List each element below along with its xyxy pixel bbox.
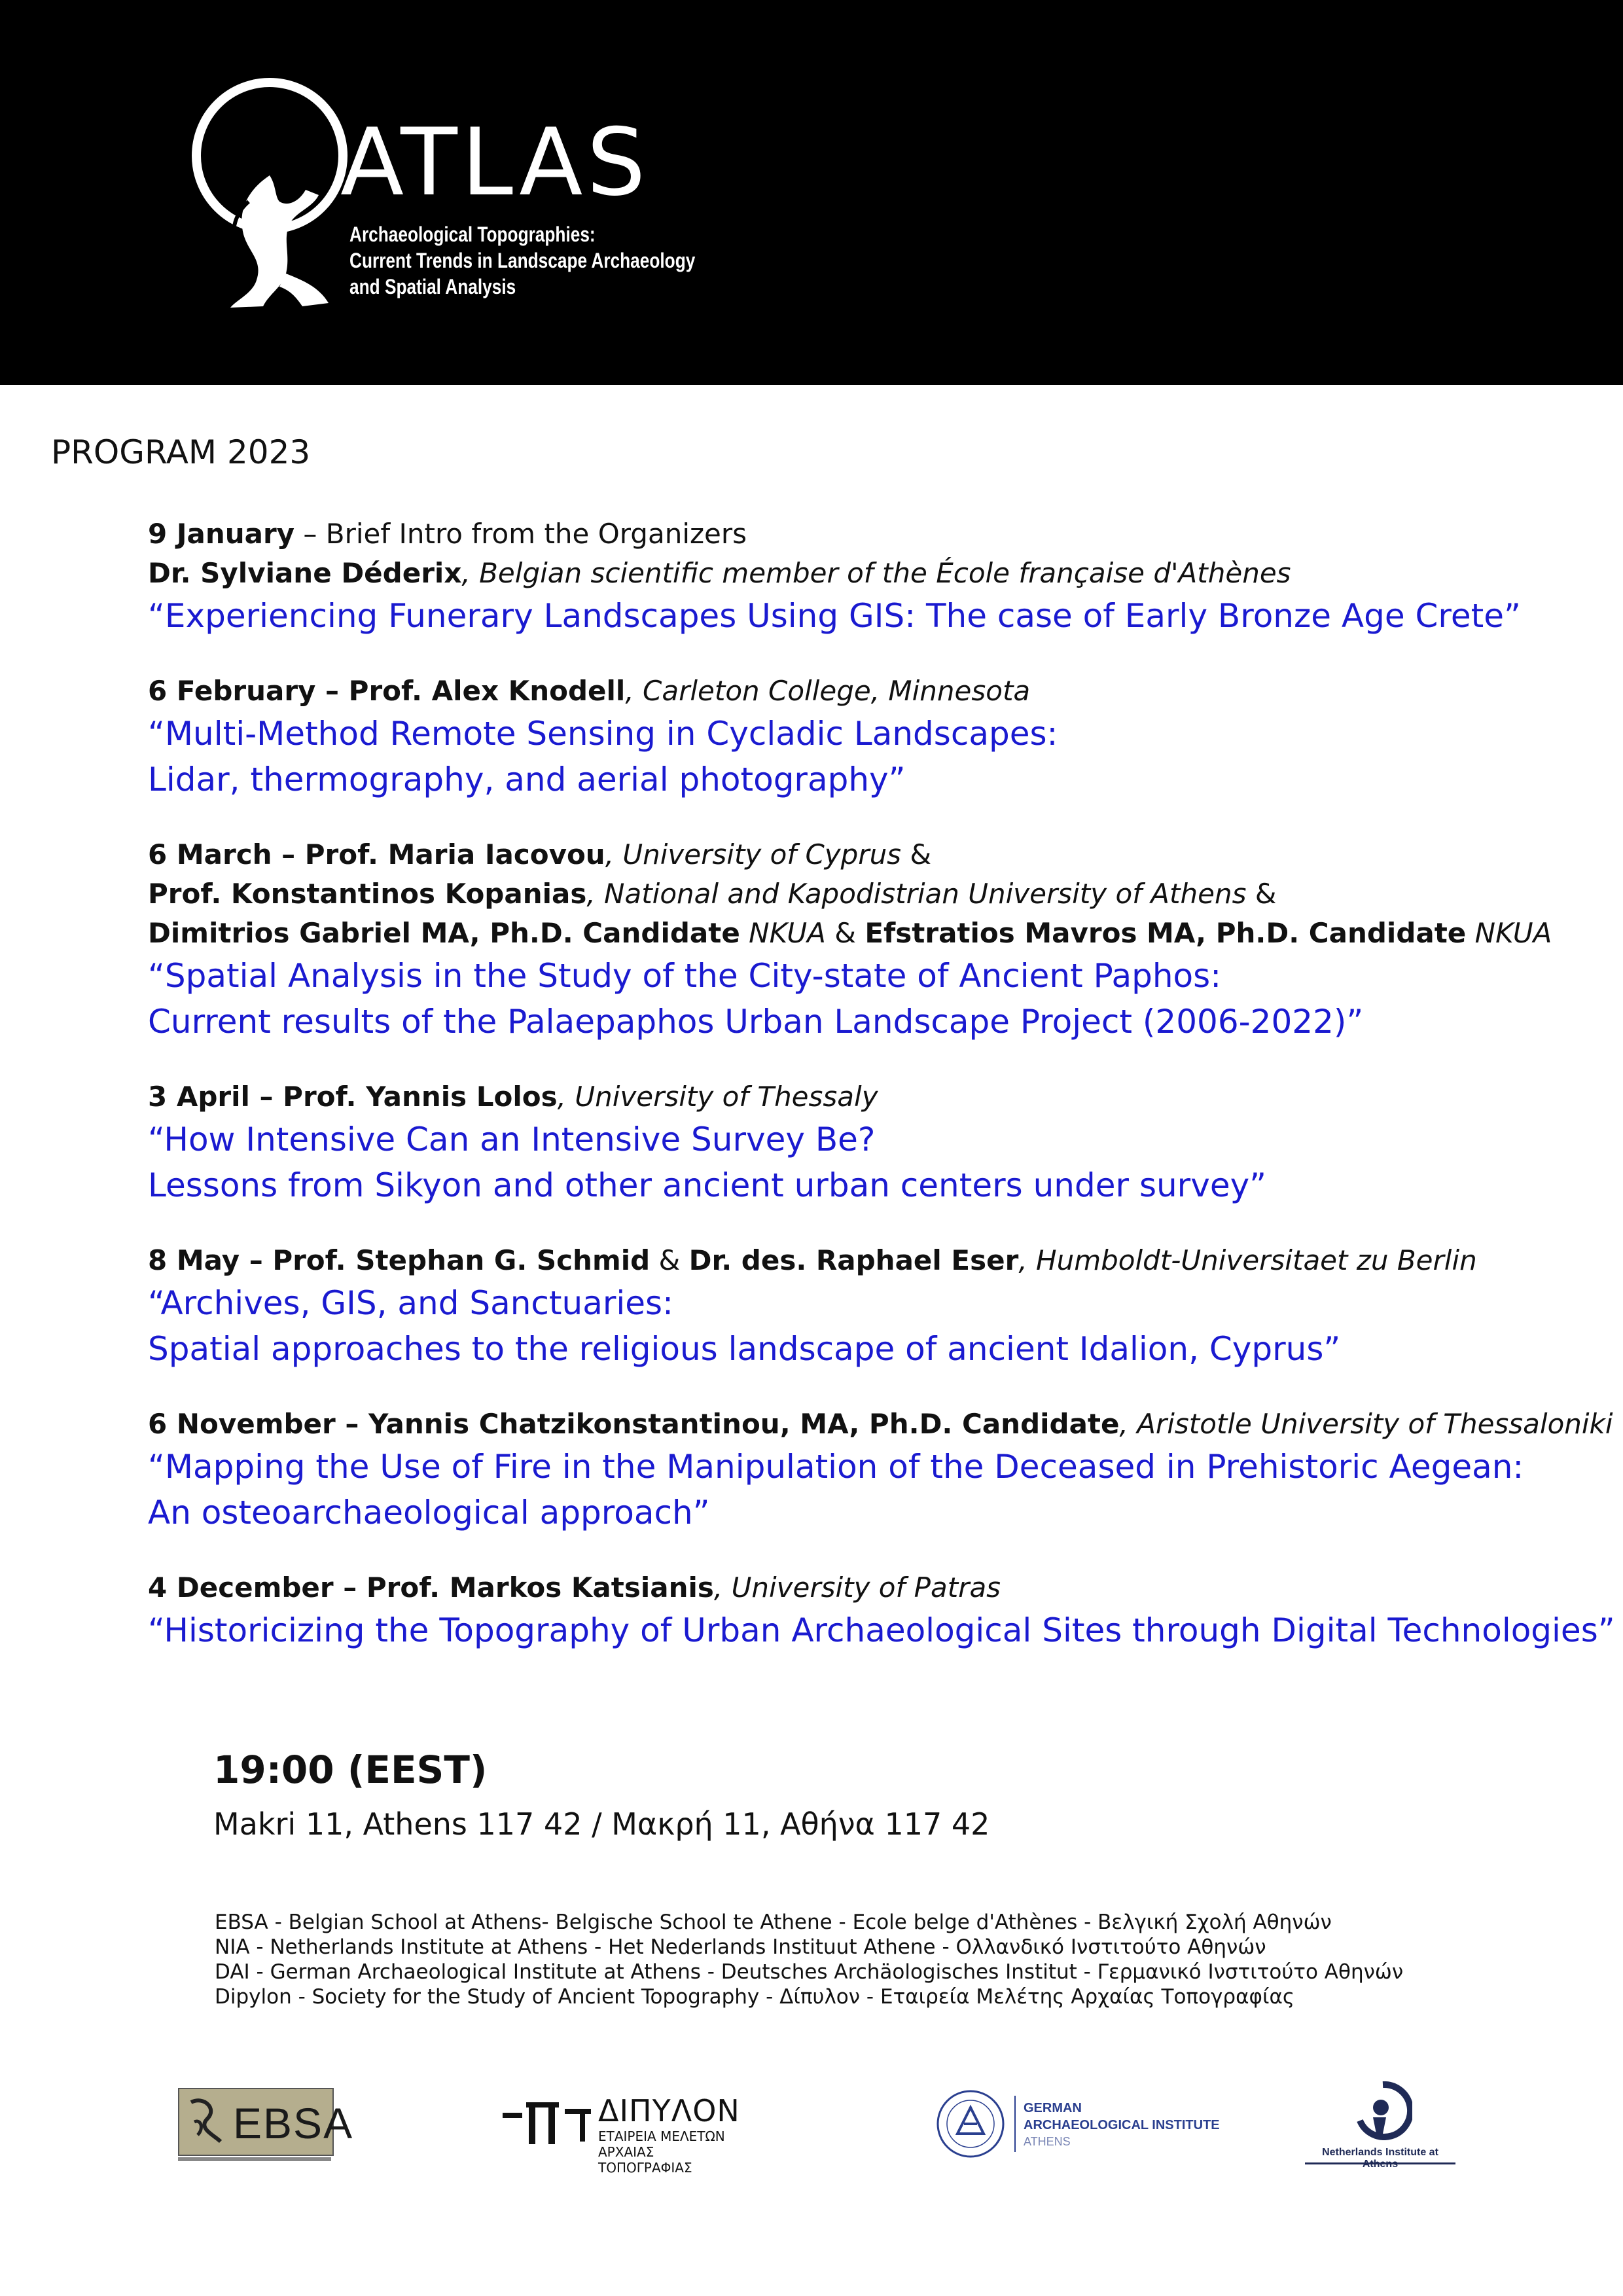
speaker-name: 6 February – Prof. Alex Knodell xyxy=(148,675,626,707)
event-info-line xyxy=(148,1568,1607,1607)
atlas-subtitle xyxy=(349,221,695,300)
event-info-line xyxy=(148,554,1607,593)
institution-line: DAI - German Archaeological Institute at Athens - Deutsches Archäologisches Institut - Γερμανικό Ινστιτούτο Αθηνών xyxy=(215,1960,1404,1984)
event-info-line xyxy=(148,1405,1613,1444)
nia-caption: Netherlands Institute at xyxy=(1322,2147,1438,2158)
event-time: 19:00 (EEST) xyxy=(213,1748,488,1792)
subtitle-line: Current Trends in Landscape Archaeology xyxy=(349,249,696,272)
dai-line3: ATHENS xyxy=(1024,2135,1071,2148)
talk-title: Spatial approaches to the religious landscape of ancient Idalion, Cyprus” xyxy=(148,1330,1341,1368)
program-event xyxy=(148,1077,1607,1208)
speaker-affiliation: , University of Patras xyxy=(713,1571,1001,1604)
institutions-list xyxy=(215,1910,1403,2009)
dai-seal-icon xyxy=(935,2088,1007,2160)
nia-underline xyxy=(1305,2162,1455,2164)
atlas-title: ATLAS xyxy=(340,109,650,217)
speaker-affiliation: , University of Thessaly xyxy=(557,1081,878,1113)
venue-address: Makri 11, Athens 117 42 / Μακρή 11, Αθήνα 117 42 xyxy=(213,1806,990,1842)
speaker-affiliation: , Humboldt-Universitaet zu Berlin xyxy=(1018,1244,1477,1276)
talk-title: “Archives, GIS, and Sanctuaries: xyxy=(148,1284,673,1322)
speaker-name: 3 April – Prof. Yannis Lolos xyxy=(148,1081,558,1113)
speaker-name: 4 December – Prof. Markos Katsianis xyxy=(148,1571,714,1604)
speaker-name: Efstratios Mavros MA, Ph.D. Candidate xyxy=(865,917,1467,949)
ebsa-logo-text: EBSA xyxy=(233,2099,354,2147)
talk-title: “Spatial Analysis in the Study of the City-state of Ancient Paphos: xyxy=(148,957,1222,995)
subtitle-line: and Spatial Analysis xyxy=(349,275,516,298)
talk-title: “Historicizing the Topography of Urban Archaeological Sites through Digital Technologies” xyxy=(148,1611,1615,1649)
ebsa-logo xyxy=(178,2088,354,2156)
nia-logo xyxy=(1305,2081,1455,2166)
subtitle-line: Archaeological Topographies: xyxy=(349,223,596,246)
atlas-figure-logo-icon xyxy=(171,77,368,313)
separator-text: & xyxy=(901,838,932,870)
speaker-affiliation: NKUA xyxy=(740,917,826,949)
speaker-affiliation: , University of Cyprus xyxy=(605,838,902,870)
speaker-name: Prof. Konstantinos Kopanias xyxy=(148,878,587,910)
dipylon-line1: ΕΤΑΙΡΕΙΑ ΜΕΛΕΤΩΝ xyxy=(598,2128,725,2144)
speaker-affiliation: , National and Kapodistrian University of Athens xyxy=(586,878,1247,910)
program-event xyxy=(148,1568,1615,1653)
program-event xyxy=(148,672,1607,802)
speaker-affiliation: , Aristotle University of Thessaloniki xyxy=(1119,1408,1613,1440)
event-info-line xyxy=(148,1241,1607,1280)
talk-title: “How Intensive Can an Intensive Survey Be? xyxy=(148,1121,876,1158)
dai-logo xyxy=(935,2088,1220,2160)
talk-title: Lidar, thermography, and aerial photography” xyxy=(148,761,906,798)
ebsa-emblem-icon xyxy=(185,2096,230,2148)
event-note: – Brief Intro from the Organizers xyxy=(294,518,747,550)
speaker-name: Dr. Sylviane Déderix xyxy=(148,557,462,589)
dipylon-name: ΔΙΠΥΛΟΝ xyxy=(598,2093,740,2128)
dipylon-gate-icon xyxy=(503,2100,594,2152)
separator-text: & xyxy=(825,917,865,949)
dipylon-logo xyxy=(503,2093,740,2176)
program-event xyxy=(148,1405,1613,1535)
event-info-line xyxy=(148,874,1607,914)
header-banner xyxy=(0,0,1623,385)
separator-text: & xyxy=(1246,878,1277,910)
program-title: PROGRAM 2023 xyxy=(51,433,311,471)
partner-logos xyxy=(0,2081,1623,2179)
dai-line2: ARCHAEOLOGICAL INSTITUTE xyxy=(1024,2118,1220,2132)
institution-line: NIA - Netherlands Institute at Athens - Het Nederlands Instituut Athene - Ολλανδικό Ινστιτούτο Αθηνών xyxy=(215,1935,1266,1959)
talk-title: Lessons from Sikyon and other ancient urban centers under survey” xyxy=(148,1166,1267,1204)
nia-emblem-icon xyxy=(1353,2081,1412,2140)
dai-divider xyxy=(1014,2096,1016,2152)
program-event xyxy=(148,514,1607,639)
talk-title: An osteoarchaeological approach” xyxy=(148,1494,710,1532)
speaker-name: 6 November – Yannis Chatzikonstantinou, MA, Ph.D. Candidate xyxy=(148,1408,1120,1440)
ebsa-caption-bar xyxy=(178,2157,331,2161)
talk-title: “Mapping the Use of Fire in the Manipulation of the Deceased in Prehistoric Aegean: xyxy=(148,1448,1524,1486)
speaker-affiliation: NKUA xyxy=(1466,917,1552,949)
talk-title: Current results of the Palaepaphos Urban Landscape Project (2006-2022)” xyxy=(148,1003,1364,1041)
program-event xyxy=(148,1241,1607,1372)
program-event xyxy=(148,835,1607,1045)
dipylon-line2: ΑΡΧΑΙΑΣ ΤΟΠΟΓΡΑΦΙΑΣ xyxy=(598,2144,692,2176)
institution-line: EBSA - Belgian School at Athens- Belgische School te Athene - Ecole belge d'Athènes - Βελγική Σχολή Αθηνών xyxy=(215,1910,1332,1934)
talk-title: “Multi-Method Remote Sensing in Cycladic Landscapes: xyxy=(148,715,1058,753)
institution-line: Dipylon - Society for the Study of Ancient Topography - Δίπυλον - Εταιρεία Μελέτης Αρχαίας Τοπογραφίας xyxy=(215,1985,1295,2009)
speaker-name: Dr. des. Raphael Eser xyxy=(688,1244,1019,1276)
event-info-line xyxy=(148,835,1607,874)
event-info-line xyxy=(148,672,1607,711)
talk-title: “Experiencing Funerary Landscapes Using GIS: The case of Early Bronze Age Crete” xyxy=(148,597,1521,635)
speaker-name: 6 March – Prof. Maria Iacovou xyxy=(148,838,605,870)
speaker-name: Dimitrios Gabriel MA, Ph.D. Candidate xyxy=(148,917,740,949)
event-info-line xyxy=(148,1077,1607,1117)
speaker-affiliation: , Carleton College, Minnesota xyxy=(625,675,1031,707)
event-date: 9 January xyxy=(148,518,295,550)
program-list xyxy=(148,514,1615,1686)
dai-line1: GERMAN xyxy=(1024,2101,1082,2115)
separator-text: & xyxy=(650,1244,689,1276)
event-info-line xyxy=(148,914,1607,953)
speaker-name: 8 May – Prof. Stephan G. Schmid xyxy=(148,1244,651,1276)
event-info-line xyxy=(148,514,1607,554)
speaker-affiliation: , Belgian scientific member of the École française d'Athènes xyxy=(461,557,1291,589)
